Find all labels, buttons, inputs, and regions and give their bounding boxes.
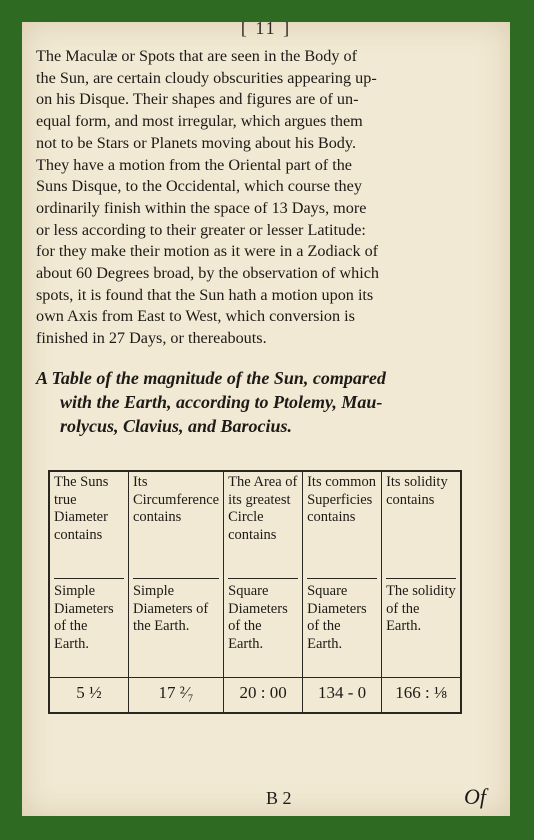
paragraph-line: for they make their motion as it were in a Zodiack of	[36, 242, 379, 261]
table-column	[382, 472, 460, 712]
column-unit: Simple Diameters of the Earth.	[54, 578, 124, 675]
paragraph-line: spots, it is found that the Sun hath a motion upon its	[36, 285, 374, 304]
column-header: Its solidity contains	[386, 474, 448, 508]
paragraph-line: They have a motion from the Oriental part of the	[36, 155, 352, 174]
table-title-line: A Table of the magnitude of the Sun, compared	[36, 368, 386, 388]
paragraph-line: The Maculæ or Spots that are seen in the Body of	[36, 47, 357, 65]
catchword: Of	[464, 784, 486, 809]
column-unit: Simple Diameters of the Earth.	[133, 578, 219, 675]
column-unit: Square Diameters of the Earth.	[307, 578, 377, 675]
table-title	[36, 366, 482, 438]
column-header: Its Circumference contains	[132, 474, 220, 525]
column-unit: The solidity of the Earth.	[386, 578, 456, 675]
table-column	[129, 472, 224, 712]
column-header: Its common Superficies contains	[307, 474, 376, 525]
paragraph-line: on his Disque. Their shapes and figures are of un-	[36, 90, 359, 109]
paragraph-line: or less according to their greater or lesser Latitude:	[36, 220, 366, 239]
column-value: 166 : ⅛	[382, 677, 460, 710]
paragraph-line: own Axis from East to West, which conversion is	[36, 307, 355, 326]
signature-mark: B 2	[266, 788, 292, 808]
paragraph-line: the Sun, are certain cloudy obscurities appearing up-	[36, 68, 377, 87]
table-title-line: rolycus, Clavius, and Barocius.	[60, 416, 293, 436]
paragraph-line: not to be Stars or Planets moving about his Body.	[36, 133, 356, 152]
book-page	[22, 22, 510, 816]
table-title-line: with the Earth, according to Ptolemy, Mau-	[60, 392, 383, 412]
table-column	[224, 472, 303, 712]
page-number: [ 11 ]	[240, 22, 292, 38]
column-value: 20 : 00	[224, 677, 302, 710]
paragraph-line: Suns Disque, to the Occidental, which course they	[36, 177, 362, 196]
column-unit: Square Diameters of the Earth.	[228, 578, 298, 675]
magnitude-table	[48, 470, 462, 714]
body-paragraph	[36, 46, 498, 350]
column-header: The Area of its greatest Circle contains	[228, 474, 298, 543]
paragraph-line: about 60 Degrees broad, by the observation of which	[36, 264, 379, 283]
paragraph-line: ordinarily finish within the space of 13 Days, more	[36, 198, 367, 217]
column-value: 17 ²⁄₇	[129, 677, 223, 710]
paragraph-line: finished in 27 Days, or thereabouts.	[36, 329, 267, 348]
column-header: The Suns true Diameter contains	[54, 474, 109, 543]
table-column	[50, 472, 129, 712]
paragraph-line: equal form, and most irregular, which argues them	[36, 112, 363, 131]
column-value: 5 ½	[50, 677, 128, 710]
table-column	[303, 472, 382, 712]
column-value: 134 - 0	[303, 677, 381, 710]
